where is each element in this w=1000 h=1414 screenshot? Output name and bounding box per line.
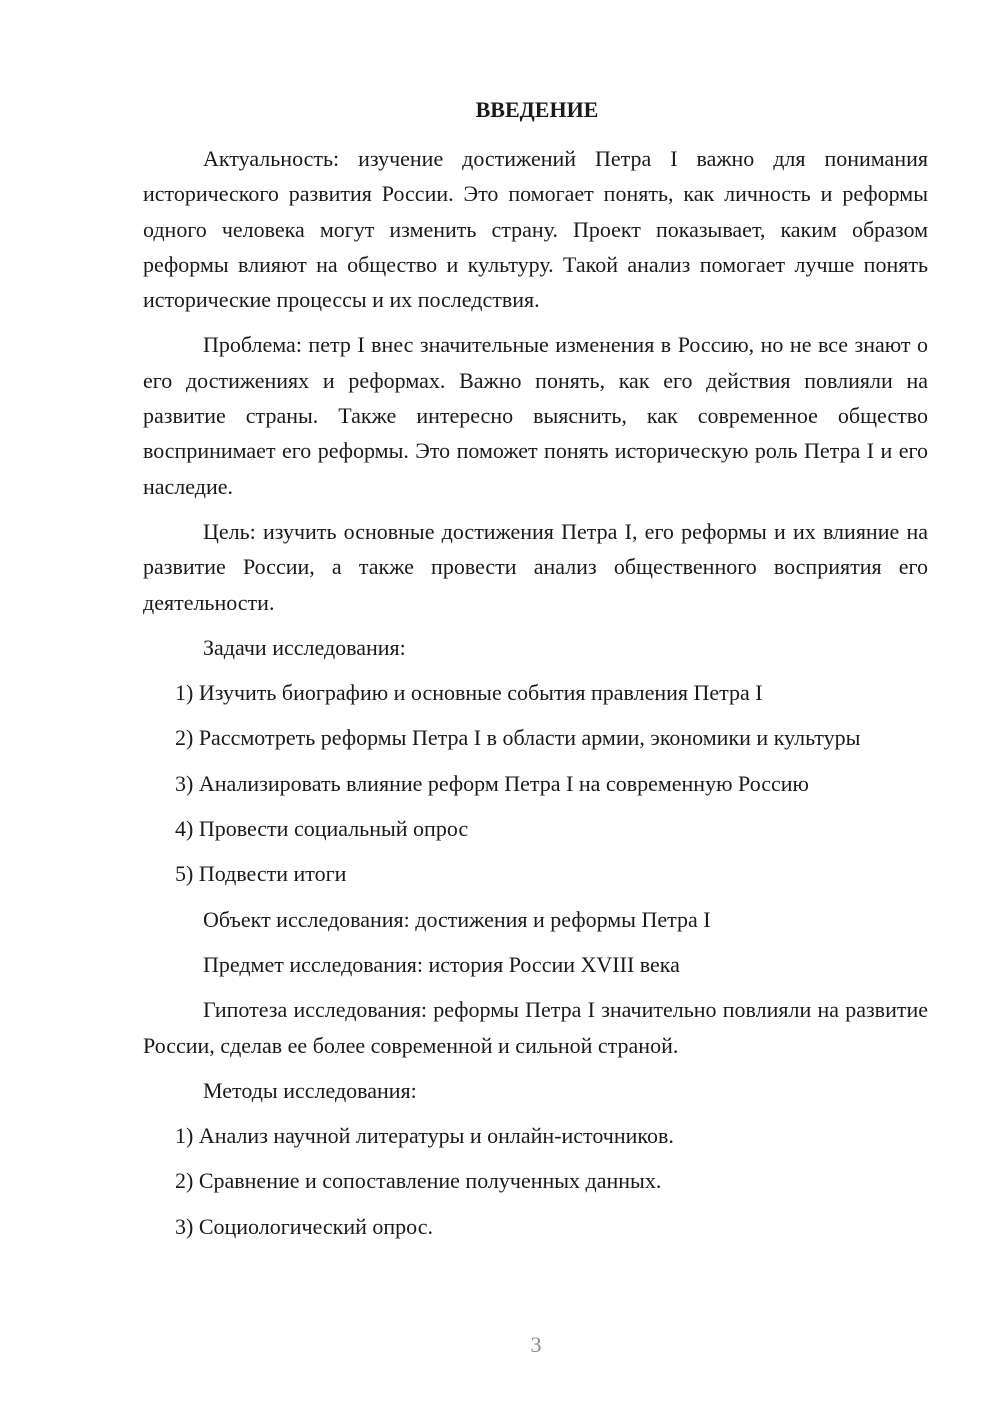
tasks-heading: Задачи исследования: xyxy=(203,634,406,660)
methods-heading: Методы исследования: xyxy=(203,1077,417,1103)
page-number: 3 xyxy=(530,1332,542,1357)
subject-line: Предмет исследования: история России XVIII века xyxy=(203,951,680,977)
task-item: 4) Провести социальный опрос xyxy=(175,816,469,842)
method-item: 2) Сравнение и сопоставление полученных данных. xyxy=(175,1168,662,1194)
section-title: ВВЕДЕНИЕ xyxy=(475,97,599,122)
goal-paragraph: Цель: изучить основные достижения Петра I, его реформы и их влияние на развитие России, а также провести анализ общественного восприятия его деятельности. xyxy=(143,518,928,615)
object-line: Объект исследования: достижения и реформы Петра I xyxy=(203,906,711,932)
task-item: 2) Рассмотреть реформы Петра I в области армии, экономики и культуры xyxy=(175,725,861,751)
task-item: 5) Подвести итоги xyxy=(175,861,347,887)
task-item: 1) Изучить биографию и основные события правления Петра I xyxy=(175,680,763,706)
method-item: 1) Анализ научной литературы и онлайн-источников. xyxy=(175,1123,674,1149)
problem-paragraph: Проблема: петр I внес значительные изменения в Россию, но не все знают о его достижениях и реформах. Важно понять, как его действия повлияли на развитие страны. Также интересно выяснить, как современное общество воспринимает его реформы. Это поможет понять историческую роль Петра I и его наследие. xyxy=(143,332,928,499)
relevance-paragraph: Актуальность: изучение достижений Петра I важно для понимания исторического развития России. Это помогает понять, как личность и реформы одного человека могут изменить страну. Проект показывает, каким образом реформы влияют на общество и культуру. Такой анализ помогает лучше понять исторические процессы и их последствия. xyxy=(143,146,928,313)
method-item: 3) Социологический опрос. xyxy=(175,1213,433,1239)
hypothesis-paragraph: Гипотеза исследования: реформы Петра I значительно повлияли на развитие России, сделав ее более современной и сильной страной. xyxy=(143,997,928,1058)
document-page xyxy=(143,92,928,1254)
task-item: 3) Анализировать влияние реформ Петра I на современную Россию xyxy=(175,770,809,796)
